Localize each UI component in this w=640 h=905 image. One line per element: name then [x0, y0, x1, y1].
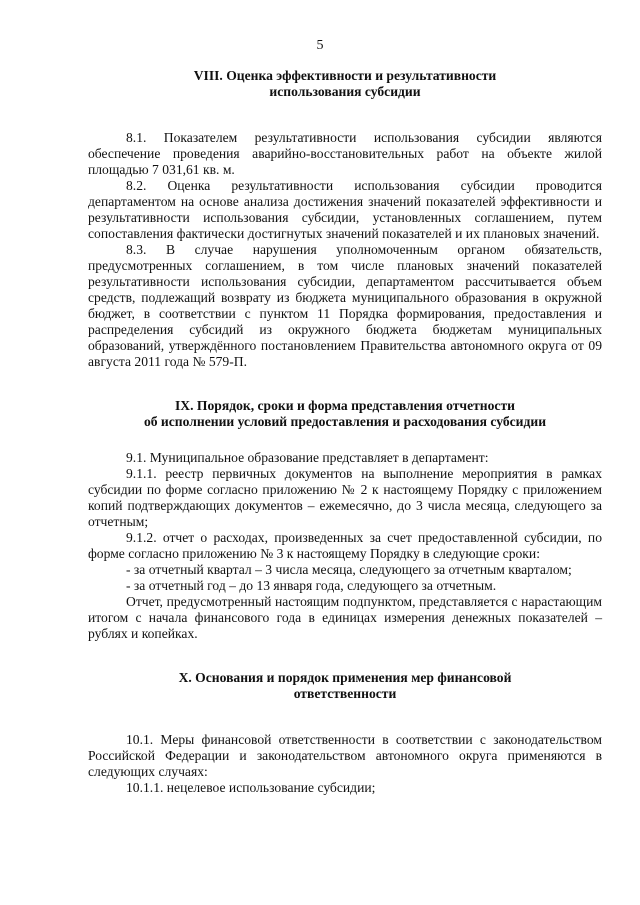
section-10-heading — [88, 670, 602, 702]
paragraph-9-1-1: 9.1.1. реестр первичных документов на выполнение мероприятия в рамках субсидии по форме согласно приложению № 2 к настоящему Порядку с приложением копий подтверждающих документов – ежемесячно, до 3 числа месяца, следующего за отчетным; — [88, 466, 602, 529]
section-9-heading-line-1: IX. Порядок, сроки и форма представления отчетности — [175, 398, 515, 413]
paragraph-8-1: 8.1. Показателем результативности использования субсидии являются обеспечение проведения аварийно-восстановительных работ на объекте жилой площадью 7 031,61 кв. м. — [88, 130, 602, 177]
paragraph-10-1: 10.1. Меры финансовой ответственности в соответствии с законодательством Российской Федерации и законодательством автономного округа применяются в следующих случаях: — [88, 732, 602, 779]
paragraph-10-1-1: 10.1.1. нецелевое использование субсидии; — [126, 780, 376, 795]
document-body — [88, 68, 602, 796]
section-10-heading-line-1: X. Основания и порядок применения мер финансовой — [178, 670, 512, 685]
paragraph-9-1: 9.1. Муниципальное образование представляет в департамент: — [126, 450, 489, 465]
section-10-heading-line-2: ответственности — [293, 686, 397, 701]
section-9-heading — [88, 398, 602, 430]
section-9-heading-line-2: об исполнении условий предоставления и расходования субсидии — [143, 414, 547, 429]
section-8-heading-line-2: использования субсидии — [269, 84, 421, 99]
paragraph-8-3: 8.3. В случае нарушения уполномоченным органом обязательств, предусмотренных соглашением, в том числе плановых значений показателей результативности использования субсидии, департаментом рассчитывается объем средств, подлежащий возврату из бюджета муниципального образования в окружной бюджет, в соответствии с пунктом 11 Порядка формирования, предоставления и распределения субсидий из окружного бюджета бюджетам муниципальных образований, утверждённого постановлением Правительства автономного округа от 09 августа 2011 года № 579-П. — [88, 242, 602, 369]
paragraph-quarter-deadline: - за отчетный квартал – 3 числа месяца, следующего за отчетным кварталом; — [126, 562, 572, 577]
paragraph-report-note: Отчет, предусмотренный настоящим подпунктом, представляется с нарастающим итогом с начала финансового года в единицах измерения денежных показателей – рублях и копейках. — [88, 594, 602, 641]
section-8-heading — [88, 68, 602, 100]
section-8-heading-line-1: VIII. Оценка эффективности и результативности — [193, 68, 497, 83]
page-number: 5 — [316, 38, 324, 53]
paragraph-8-2: 8.2. Оценка результативности использования субсидии проводится департаментом на основе анализа достижения значений показателей эффективности и результативности использования субсидии, установленных соглашением, путем сопоставления фактически достигнутых значений показателей и их плановых значений. — [88, 178, 602, 241]
paragraph-year-deadline: - за отчетный год – до 13 января года, следующего за отчетным. — [126, 578, 497, 593]
paragraph-9-1-2: 9.1.2. отчет о расходах, произведенных за счет предоставленной субсидии, по форме согласно приложению № 3 к настоящему Порядку в следующие сроки: — [88, 530, 602, 561]
